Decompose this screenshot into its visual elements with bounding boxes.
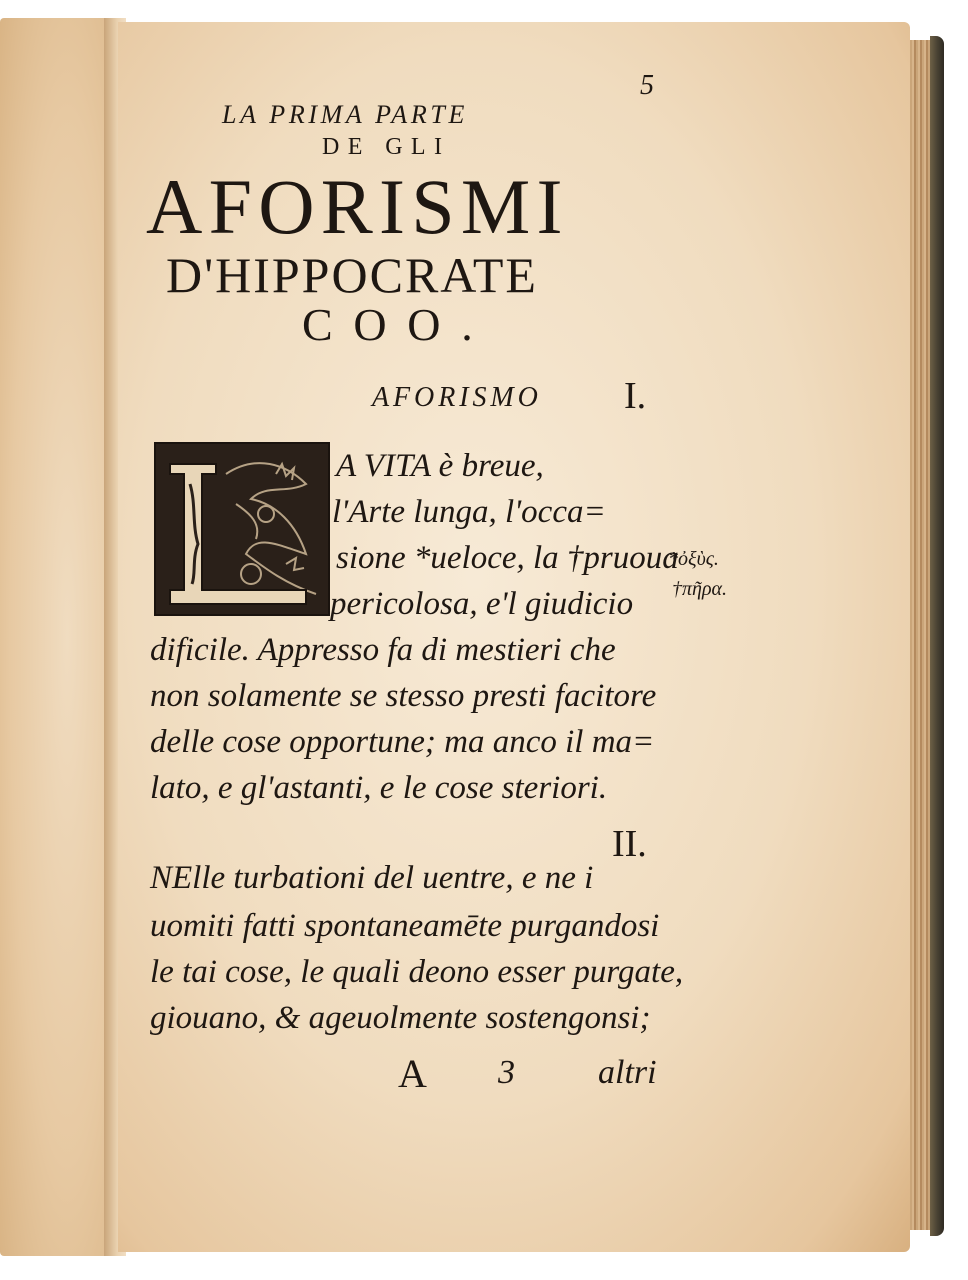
- aphorism-2-line-1: NElle turbationi del uentre, e ne i: [150, 860, 594, 896]
- aphorism-label: AFORISMO: [372, 382, 542, 413]
- aphorism-1-line-3: sione *ueloce, la †pruoua: [336, 540, 679, 576]
- heading-line-1: LA PRIMA PARTE: [222, 100, 468, 129]
- aphorism-2-line-4: giouano, & ageuolmente sostengonsi;: [150, 1000, 651, 1036]
- marginal-note-1: *ὀξὺς.: [668, 548, 719, 570]
- marginal-note-2: †πῆρα.: [672, 578, 728, 600]
- book-cover-edge: [930, 36, 944, 1236]
- decorated-initial-letter: [154, 442, 330, 616]
- catchword: altri: [598, 1054, 657, 1091]
- facing-page: [0, 18, 112, 1256]
- aphorism-1-line-1: A VITA è breue,: [336, 448, 544, 484]
- aphorism-1-line-5: dificile. Appresso fa di mestieri che: [150, 632, 616, 668]
- heading-line-5: COO.: [302, 299, 494, 350]
- signature-mark: A: [398, 1051, 427, 1096]
- heading-line-2: DE GLI: [322, 134, 451, 160]
- aphorism-2-number: II.: [612, 823, 647, 865]
- signature-number: 3: [498, 1054, 515, 1091]
- heading-line-4: D'HIPPOCRATE: [166, 247, 538, 303]
- aphorism-1-line-7: delle cose opportune; ma anco il ma=: [150, 724, 655, 760]
- aphorism-1-line-6: non solamente se stesso presti facitore: [150, 678, 657, 714]
- aphorism-1-line-8: lato, e gl'astanti, e le cose steriori.: [150, 770, 608, 806]
- aphorism-1-number: I.: [624, 375, 647, 417]
- heading-title: AFORISMI: [146, 163, 569, 250]
- aphorism-1-line-4: pericolosa, e'l giudicio: [330, 586, 634, 622]
- aphorism-2-line-3: le tai cose, le quali deono esser purgate,: [150, 954, 684, 990]
- aphorism-2-line-2: uomiti fatti spontaneamēte purgandosi: [150, 908, 660, 944]
- aphorism-1-line-2: l'Arte lunga, l'occa=: [332, 494, 606, 530]
- page-number: 5: [640, 70, 654, 101]
